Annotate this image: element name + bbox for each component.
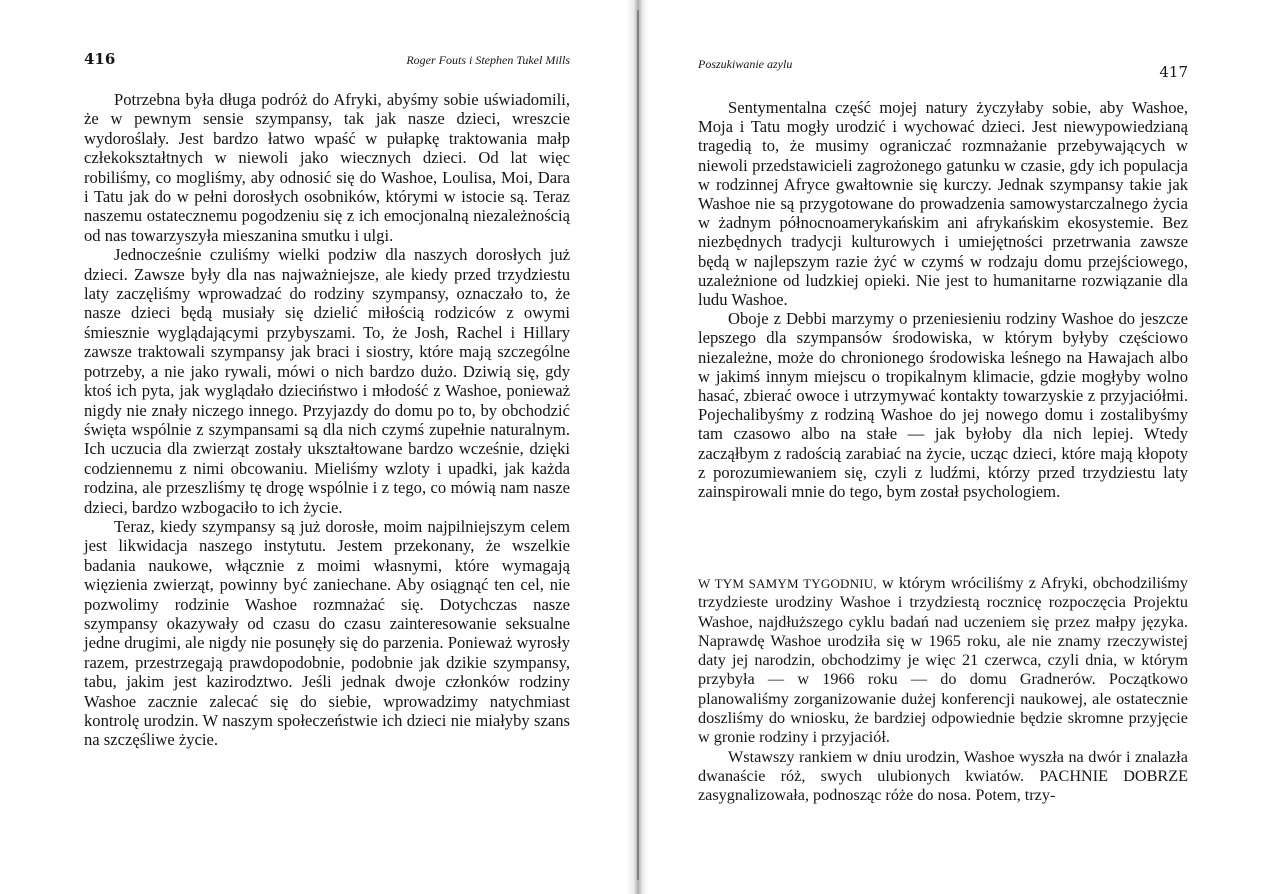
left-paragraph-3: Teraz, kiedy szympansy są już dorosłe, moim najpilniejszym celem jest likwidacja naszego instytutu. Jestem przekonany, że wszelkie badania naukowe, włącznie z moimi własnymi, które wymagają więzienia zwierząt, powinny być zaniechane. Aby osiągnąć ten cel, nie pozwolimy rodzinie Washoe rozmnażać się. Dotychczas nasze szympansy okazywały od czasu do czasu zainteresowanie seksualne jedne drugimi, ale nigdy nie posunęły się do parzenia. Ponieważ wyrosły razem, przestrzegają prawdopodobnie, podobnie jak dzikie szympansy, tabu, jakim jest kazirodztwo. Jeśli jednak dwoje członków rodziny Washoe zacznie zalecać się do siebie, wprowadzimy natychmiast kontrolę urodzin. W naszym społeczeństwie ich dzieci nie miałyby szans na szczęśliwe życie.: [84, 516, 570, 750]
section-first-paragraph-text: w którym wróciliśmy z Afryki, obchodziliśmy trzydzieste urodziny Washoe i trzydziestą rocznicę rozpoczęcia Projektu Washoe, najdłuższego cyklu badań nad uczeniem się przez małpy języka. Naprawdę Washoe urodziła się w 1965 roku, ale nie znamy rzeczywistej daty jej narodzin, obchodzimy je więc 21 czerwca, czyli dnia, w którym przybyła — w 1966 roku — do domu Gradnerów. Początkowo planowaliśmy zorganizowanie dużej konferencji naukowej, ale ostatecznie doszliśmy do wniosku, że bardziej odpowiednie będzie skromne przyjęcie w gronie rodziny i przyjaciół.: [698, 574, 1188, 747]
right-body-text: [698, 98, 1188, 501]
section-first-paragraph: [698, 574, 1188, 748]
right-section-text: [698, 574, 1188, 806]
left-page-number: 416: [84, 50, 116, 68]
left-running-head: Roger Fouts i Stephen Tukel Mills: [406, 53, 570, 67]
right-paragraph-2: Oboje z Debbi marzymy o przeniesieniu rodziny Washoe do jeszcze lepszego dla szympansów środowiska, w którym byłyby częściowo niezależne, może do chronionego środowiska leśnego na Hawajach albo w jakimś innym miejscu o tropikalnym klimacie, gdzie mogłyby wolno hasać, zbierać owoce i utrzymywać kontakty towarzyskie z przyjaciółmi. Pojechalibyśmy z rodziną Washoe do jej nowego domu i zostalibyśmy tam czasowo albo na stałe — jak byłoby dla nich lepiej. Wtedy zacząłbym z radością zarabiać na życie, ucząc dzieci, które mają kłopoty z porozumiewaniem się, czyli z ludźmi, którzy przed trzydziestu laty zainspirowali mnie do tego, bym został psychologiem.: [698, 309, 1188, 502]
right-page-number: 417: [1159, 63, 1188, 81]
book-spine-line: [637, 10, 639, 880]
left-paragraph-2: Jednocześnie czuliśmy wielki podziw dla naszych dorosłych już dzieci. Zawsze były dla nas najważniejsze, ale kiedy przed trzydziestu laty zaczęliśmy wprowadzać do rodziny szympansy, oznaczało to, że nasze dzieci będą musiały się dzielić miłością rodziców z owymi śmiesznie wyglądającymi przybyszami. To, że Josh, Rachel i Hillary zawsze traktowali szympansy jak braci i siostry, które mają szczególne potrzeby, a nie jako rywali, mówi o nich bardzo dużo. Dziwią się, gdy ktoś ich pyta, jak wyglądało dzieciństwo i młodość z Washoe, ponieważ nigdy nie znały niczego innego. Przyjazdy do domu po to, by obchodzić święta wspólnie z szympansami są dla nich czymś zupełnie naturalnym. Ich uczucia dla zwierząt zostały ukształtowane bardzo wcześnie, dzięki codziennemu z nimi obcowaniu. Mieliśmy wzloty i upadki, jak każda rodzina, ale przeszliśmy tę drogę wspólnie i z tego, co mówią nam nasze dzieci, bardzo wzbogaciło to ich życie.: [84, 245, 570, 517]
right-paragraph-1: Sentymentalna część mojej natury życzyłaby sobie, aby Washoe, Moja i Tatu mogły urodzić i wychować dzieci. Jest niewypowiedzianą tragedią to, że musimy ograniczać rozmnażanie przebywających w niewoli przedstawicieli zagrożonego gatunku w czasie, gdy ich populacja w rodzinnej Afryce gwałtownie się kurczy. Jednak szympansy takie jak Washoe nie są przygotowane do prowadzenia samowystarczalnego życia w żadnym północnoamerykańskim ani afrykańskim ekosystemie. Bez niezbędnych tradycji kulturowych i umiejętności przetrwania zawsze będą w najlepszym razie żyć w czymś w rodzaju domu przejściowego, uzależnione od ludzkiej opieki. Nie jest to humanitarne rozwiązanie dla ludu Washoe.: [698, 98, 1188, 310]
section-lead-smallcaps: W TYM SAMYM TYGODNIU,: [698, 576, 877, 591]
section-second-paragraph: Wstawszy rankiem w dniu urodzin, Washoe wyszła na dwór i znalazła dwanaście róż, swych ulubionych kwiatów. PACHNIE DOBRZE zasygnalizowała, podnosząc róże do nosa. Potem, trzy-: [698, 747, 1188, 805]
left-body-text: [84, 90, 570, 750]
right-running-head: Poszukiwanie azylu: [698, 57, 793, 71]
left-paragraph-1: Potrzebna była długa podróż do Afryki, abyśmy sobie uświadomili, że w pewnym sensie szympansy, tak jak nasze dzieci, wreszcie wydoroślały. Jest bardzo łatwo wpaść w pułapkę traktowania małp człekokształtnych w niewoli jako wiecznych dzieci. Od lat więc robiliśmy, co mogliśmy, aby odnosić się do Washoe, Loulisa, Moi, Dara i Tatu jak do w pełni dorosłych osobników, którymi w istocie są. Teraz naszemu ostatecznemu pogodzeniu się z ich emocjonalną niezależnością od nas towarzyszyła mieszanina smutku i ulgi.: [84, 90, 570, 245]
